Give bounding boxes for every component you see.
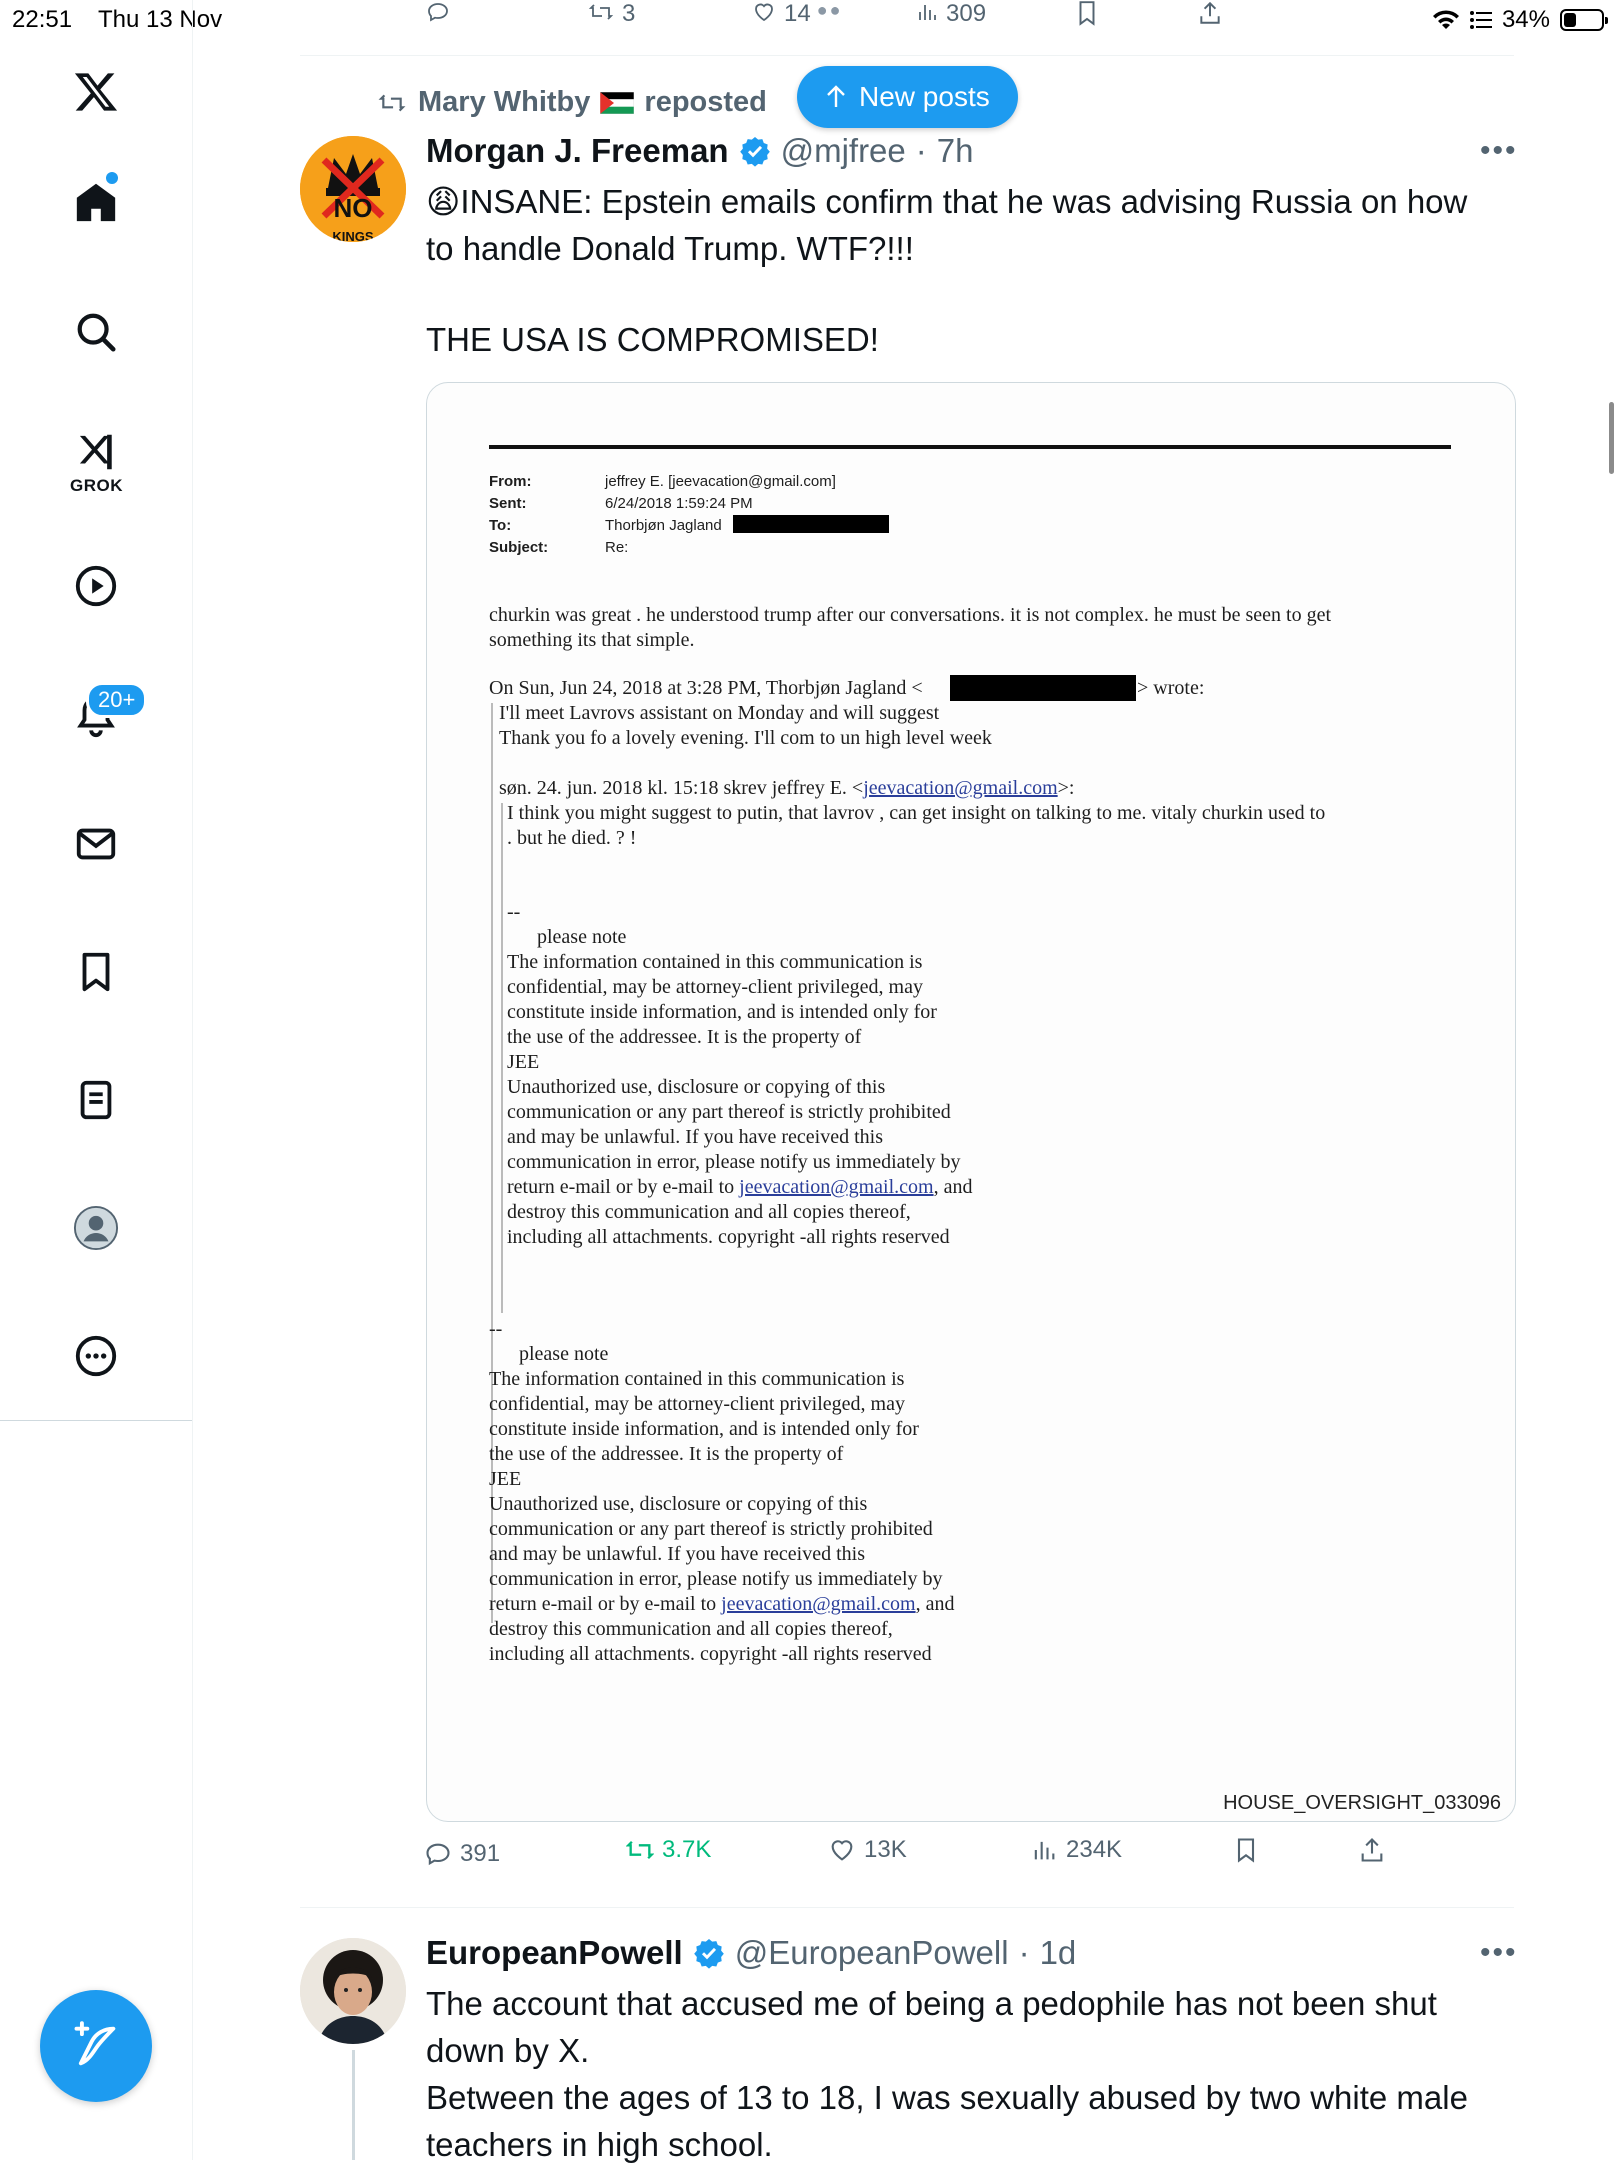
separator-dot: · bbox=[1018, 1934, 1030, 1971]
tweet-text-line1: INSANE: Epstein emails confirm that he was advising Russia on how bbox=[460, 183, 1468, 220]
thread-connector bbox=[352, 2050, 355, 2160]
author-name[interactable]: EuropeanPowell bbox=[426, 1934, 683, 1971]
battery-percent: 34% bbox=[1501, 6, 1550, 33]
more-icon[interactable] bbox=[66, 1326, 126, 1386]
disclaimer-line: and may be unlawful. If you have received this bbox=[489, 1543, 865, 1565]
disclaimer-line: constitute inside information, and is intended only for bbox=[507, 1001, 937, 1023]
tweet-divider bbox=[300, 1907, 1514, 1908]
disclaimer-line: including all attachments. copyright -all rights reserved bbox=[489, 1643, 932, 1665]
disclaimer-line: return e-mail or by e-mail to jeevacation@gmail.com, and bbox=[489, 1593, 955, 1615]
quote1-intro: On Sun, Jun 24, 2018 at 3:28 PM, Thorbjøn Jagland < bbox=[489, 677, 923, 699]
disclaimer-line: return e-mail or by e-mail to jeevacation@gmail.com, and bbox=[507, 1176, 973, 1198]
like-count: 13K bbox=[864, 1836, 907, 1863]
repost-suffix: reposted bbox=[644, 86, 767, 118]
arrow-up-icon bbox=[825, 85, 847, 109]
prev-retweet[interactable] bbox=[586, 0, 635, 28]
disclaimer-line: Unauthorized use, disclosure or copying of this bbox=[489, 1493, 868, 1515]
email-body-line: churkin was great . he understood trump after our conversations. it is not complex. he must be seen to get bbox=[489, 604, 1332, 626]
disclaimer-line: constitute inside information, and is intended only for bbox=[489, 1418, 919, 1440]
disclaimer-block-2 bbox=[489, 1317, 954, 1667]
email-header-keys: From: Sent: To: Subject: bbox=[489, 473, 549, 556]
mail-icon[interactable] bbox=[66, 814, 126, 874]
wifi-icon bbox=[1432, 9, 1460, 31]
loading-dots: ●● bbox=[816, 0, 843, 20]
verified-badge-icon bbox=[739, 135, 771, 167]
profile-icon[interactable] bbox=[66, 1198, 126, 1258]
grok-icon[interactable] bbox=[66, 422, 126, 482]
disclaimer-line: confidential, may be attorney-client privileged, may bbox=[507, 976, 923, 998]
disclaimer-line: please note bbox=[537, 926, 627, 948]
search-icon[interactable] bbox=[66, 302, 126, 362]
x-logo-icon[interactable] bbox=[66, 62, 126, 122]
tweet-text-line: teachers in high school. bbox=[426, 2126, 773, 2163]
disclaimer-line: confidential, may be attorney-client privileged, may bbox=[489, 1393, 905, 1415]
grok-label: GROK bbox=[70, 476, 123, 495]
quote2-line: . but he died. ? ! bbox=[507, 827, 637, 849]
views-icon bbox=[1030, 1836, 1058, 1864]
sidebar bbox=[0, 0, 193, 2160]
tweet-text-line: Between the ages of 13 to 18, I was sexually abused by two white male bbox=[426, 2079, 1468, 2116]
disclaimer-line: communication or any part thereof is strictly prohibited bbox=[489, 1518, 933, 1540]
share-button[interactable] bbox=[1358, 1836, 1386, 1864]
disclaimer-line: -- bbox=[489, 1318, 503, 1340]
compose-icon bbox=[70, 2020, 122, 2072]
views-count: 234K bbox=[1066, 1836, 1123, 1863]
disclaimer-line: JEE bbox=[489, 1468, 522, 1490]
disclaimer-line: JEE bbox=[507, 1051, 540, 1073]
disclaimer-line: the use of the addressee. It is the property of bbox=[489, 1443, 844, 1465]
tweet-media-card[interactable] bbox=[426, 382, 1516, 1822]
disclaimer-line: The information contained in this communication is bbox=[507, 951, 923, 973]
reply-icon bbox=[424, 1840, 452, 1868]
tweet-time[interactable]: 7h bbox=[936, 132, 974, 169]
battery-icon bbox=[1560, 9, 1604, 31]
email-body-line: something its that simple. bbox=[489, 629, 695, 651]
tweet-emoji: 😩 bbox=[426, 183, 461, 220]
prev-bookmark-icon[interactable] bbox=[1074, 0, 1100, 31]
reply-count: 391 bbox=[460, 1840, 501, 1867]
sidebar-divider bbox=[0, 1420, 192, 1421]
quote1-line: Thank you fo a lovely evening. I'll com to un high level week bbox=[499, 727, 992, 749]
bookmark-button[interactable] bbox=[1232, 1836, 1260, 1864]
disclaimer-line: including all attachments. copyright -all rights reserved bbox=[507, 1226, 950, 1248]
status-indicators bbox=[1432, 6, 1604, 34]
bookmark-icon[interactable] bbox=[66, 942, 126, 1002]
reply-button[interactable] bbox=[424, 1840, 500, 1868]
tweet-more-icon[interactable]: ••• bbox=[1480, 1936, 1518, 1969]
verified-badge-icon bbox=[693, 1937, 725, 1969]
disclaimer-line: and may be unlawful. If you have received this bbox=[507, 1126, 883, 1148]
disclaimer-line: communication in error, please notify us immediately by bbox=[507, 1151, 961, 1173]
quote-bar bbox=[501, 803, 503, 1313]
quote2-line: I think you might suggest to putin, that lavrov , can get insight on talking to me. vitaly churkin used to bbox=[507, 802, 1326, 824]
play-icon[interactable] bbox=[66, 556, 126, 616]
bookmark-icon bbox=[1232, 1836, 1260, 1864]
disclaimer-line: Unauthorized use, disclosure or copying of this bbox=[507, 1076, 886, 1098]
views-button[interactable] bbox=[1030, 1836, 1122, 1864]
list-status-icon bbox=[1470, 10, 1492, 30]
tweet-text bbox=[426, 1980, 1516, 2168]
repost-by: Mary Whitby bbox=[418, 86, 591, 118]
author-handle[interactable]: @mjfree bbox=[780, 132, 906, 169]
retweet-count: 3.7K bbox=[662, 1836, 712, 1863]
tweet-text-line: The account that accused me of being a pedophile has not been shut bbox=[426, 1985, 1437, 2022]
tweet-more-icon[interactable]: ••• bbox=[1480, 134, 1518, 167]
tweet-author-row bbox=[426, 1934, 1076, 1972]
redaction-bar bbox=[950, 675, 1136, 701]
repost-indicator[interactable] bbox=[376, 86, 767, 119]
disclaimer-line: communication in error, please notify us immediately by bbox=[489, 1568, 943, 1590]
scrollbar[interactable] bbox=[1609, 402, 1614, 474]
prev-reply-icon[interactable] bbox=[424, 0, 452, 29]
separator-dot: · bbox=[915, 132, 927, 169]
quote1-wrote: > wrote: bbox=[1137, 677, 1205, 699]
like-button[interactable] bbox=[828, 1836, 907, 1864]
disclaimer-line: destroy this communication and all copies thereof, bbox=[507, 1201, 911, 1223]
disclaimer-line: The information contained in this communication is bbox=[489, 1368, 905, 1390]
avatar-text: NO KINGS bbox=[332, 193, 374, 242]
tweet-time[interactable]: 1d bbox=[1039, 1934, 1077, 1971]
prev-retweet-count: 3 bbox=[622, 0, 636, 27]
document-id: HOUSE_OVERSIGHT_033096 bbox=[1223, 1792, 1501, 1814]
email-header-values: jeffrey E. [jeevacation@gmail.com] 6/24/2018 1:59:24 PM Thorbjøn Jagland Re: bbox=[605, 473, 836, 556]
share-icon bbox=[1358, 1836, 1386, 1864]
disclaimer-line: destroy this communication and all copies thereof, bbox=[489, 1618, 893, 1640]
prev-like[interactable] bbox=[750, 0, 842, 28]
prev-views-count: 309 bbox=[946, 0, 987, 27]
tweet-text-line: down by X. bbox=[426, 2032, 590, 2069]
quote2-intro: søn. 24. jun. 2018 kl. 15:18 skrev jeffrey E. <jeevacation@gmail.com>: bbox=[499, 777, 1075, 799]
disclaimer-line: -- bbox=[507, 901, 521, 923]
prev-share-icon[interactable] bbox=[1196, 0, 1224, 31]
prev-like-count: 14 bbox=[784, 0, 811, 27]
disclaimer-line: the use of the addressee. It is the property of bbox=[507, 1026, 862, 1048]
prev-views[interactable] bbox=[914, 0, 986, 28]
retweet-icon bbox=[626, 1836, 654, 1864]
new-posts-label: New posts bbox=[859, 81, 990, 112]
tweet-divider-top bbox=[300, 55, 1514, 56]
quote1-line: I'll meet Lavrovs assistant on Monday and will suggest bbox=[499, 702, 940, 724]
disclaimer-block-1 bbox=[507, 900, 972, 1250]
list-icon[interactable] bbox=[66, 1070, 126, 1130]
tweet-text bbox=[426, 178, 1516, 363]
avatar[interactable] bbox=[300, 136, 406, 242]
new-posts-button[interactable] bbox=[797, 66, 1018, 128]
tweet-text-line3: THE USA IS COMPROMISED! bbox=[426, 321, 879, 358]
document-rule bbox=[489, 445, 1451, 449]
status-date: Thu 13 Nov bbox=[98, 6, 223, 33]
status-time: 22:51 bbox=[12, 6, 73, 33]
notifications-badge: 20+ bbox=[86, 682, 147, 718]
retweet-button[interactable] bbox=[626, 1836, 711, 1864]
tweet-author-row bbox=[426, 132, 973, 170]
disclaimer-line: please note bbox=[519, 1343, 609, 1365]
email-document-image bbox=[427, 383, 1515, 1821]
compose-button[interactable] bbox=[40, 1990, 152, 2102]
repost-icon bbox=[376, 90, 408, 116]
home-unread-dot bbox=[106, 172, 118, 184]
palestine-flag-icon bbox=[600, 92, 634, 114]
heart-icon bbox=[828, 1836, 856, 1864]
avatar[interactable] bbox=[300, 1938, 406, 2044]
disclaimer-line: communication or any part thereof is strictly prohibited bbox=[507, 1101, 951, 1123]
redaction-bar bbox=[733, 515, 889, 533]
tweet-text-line2: to handle Donald Trump. WTF?!!! bbox=[426, 230, 914, 267]
author-name[interactable]: Morgan J. Freeman bbox=[426, 132, 729, 169]
author-handle[interactable]: @EuropeanPowell bbox=[734, 1934, 1009, 1971]
